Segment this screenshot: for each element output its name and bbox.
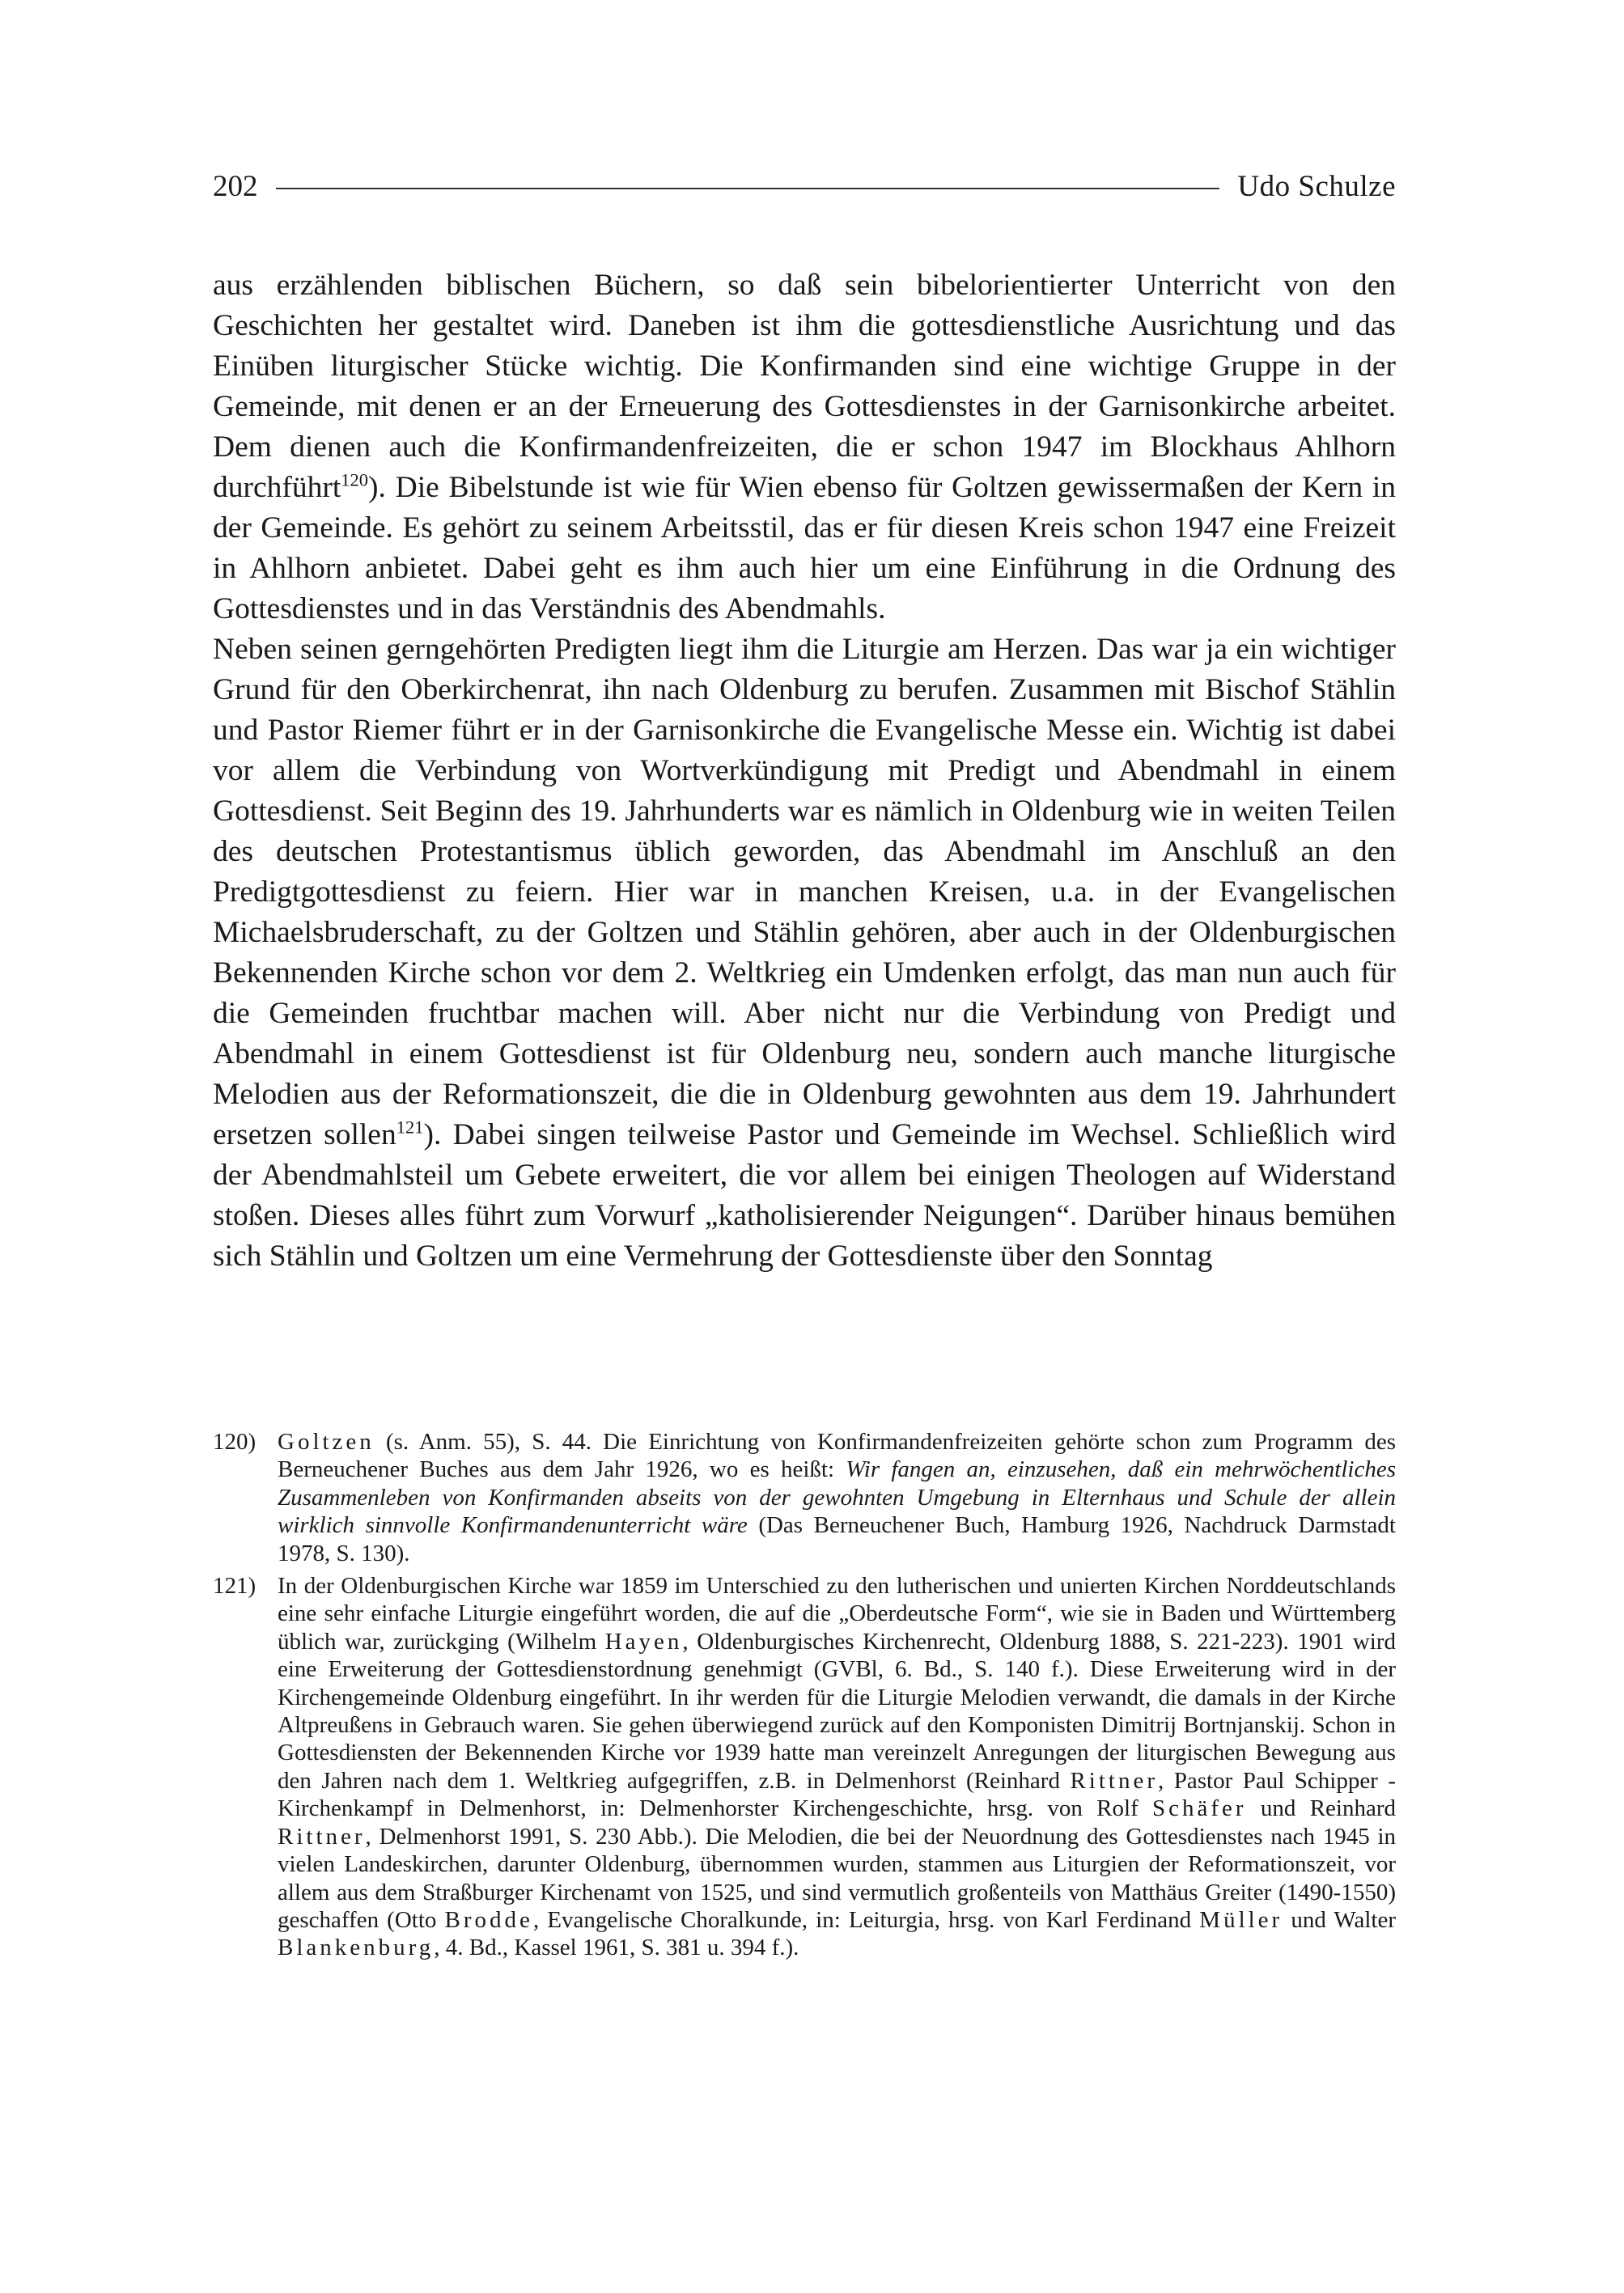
author-name: Brodde xyxy=(444,1906,533,1933)
footnote-120 xyxy=(213,1428,1396,1567)
paragraph-2-text-a: Neben seinen gerngehörten Predigten liegt ihm die Liturgie am Herzen. Das war ja ein wichtiger Grund für den Oberkirchenrat, ihn nach Oldenburg zu berufen. Zusammen mit Bischof Stählin und Pastor Riemer führt er in der Garnisonkirche die Evangelische Messe ein. Wichtig ist dabei vor allem die Verbindung von Wortverkündigung mit Predigt und Abendmahl in einem Gottesdienst. Seit Beginn des 19. Jahrhunderts war es nämlich in Oldenburg wie in weiten Teilen des deutschen Protestantismus üblich geworden, das Abendmahl im Anschluß an den Predigtgottesdienst zu feiern. Hier war in manchen Kreisen, u.a. in der Evangelischen Michaelsbruderschaft, zu der Goltzen und Stählin gehören, aber auch in der Oldenburgischen Bekennenden Kirche schon vor dem 2. Weltkrieg ein Umdenken erfolgt, das man nun auch für die Gemeinden fruchtbar machen will. Aber nicht nur die Verbindung von Predigt und Abendmahl in einem Gottesdienst ist für Oldenburg neu, sondern auch manche liturgische Melodien aus der Reformationszeit, die die in Oldenburg gewohnten aus dem 19. Jahrhundert ersetzen sollen xyxy=(213,633,1396,1151)
author-name: Schäfer xyxy=(1152,1795,1247,1822)
footnote-text: , Pastor Paul Schipper - Kirchenkampf in Delmenhorst, in: Delmenhorster Kirchengeschichte, hrsg. von Rolf xyxy=(278,1767,1396,1822)
footnote-text: , Oldenburgisches Kirchenrecht, Oldenburg 1888, S. 221-223). 1901 wird eine Erweiterung der Gottesdienstordnung genehmigt (GVBl, 6. Bd., S. 140 f.). Diese Erweiterung wird in der Kirchengemeinde Oldenburg eingeführt. In ihr werden für die Liturgie Melodien verwandt, die damals in der Kirche Altpreußens in Gebrauch waren. Sie gehen überwiegend zurück auf den Komponisten Dimitrij Bortnjanskij. Schon in Gottesdiensten der Bekennenden Kirche vor 1939 hatte man vereinzelt Anregungen der liturgischen Bewegung aus den Jahren nach dem 1. Weltkrieg aufgegriffen, z.B. in Delmenhorst (Reinhard xyxy=(278,1628,1396,1794)
header-rule xyxy=(276,188,1220,189)
footnote-number: 121) xyxy=(213,1573,257,1600)
paragraph-1 xyxy=(213,265,1396,629)
author-name: Müller xyxy=(1199,1906,1283,1933)
footnote-text: und Walter xyxy=(1283,1906,1396,1933)
paragraph-2 xyxy=(213,629,1396,1277)
paragraph-1-text-b: ). Die Bibelstunde ist wie für Wien ebenso für Goltzen gewissermaßen der Kern in der Gemeinde. Es gehört zu seinem Arbeitsstil, das er für diesen Kreis schon 1947 eine Freizeit in Ahlhorn anbietet. Dabei geht es ihm auch hier um eine Einführung in die Ordnung des Gottesdienstes und in das Verständnis des Abendmahls. xyxy=(213,471,1396,625)
footnote-ref-120[interactable]: 120 xyxy=(341,469,369,490)
author-name: Hayen xyxy=(604,1628,683,1655)
author-name: Rittner xyxy=(278,1823,366,1850)
page-number: 202 xyxy=(213,169,258,203)
running-header xyxy=(213,163,1396,209)
footnotes xyxy=(213,1428,1396,1967)
footnote-text: In der Oldenburgischen Kirche war 1859 im Unterschied zu den lutherischen und unierten Kirchen Norddeutschlands eine sehr einfache Liturgie eingeführt worden, die auf die „Oberdeutsche Form“, wie sie in Baden und Württemberg üblich war, zurückging (Wilhelm xyxy=(278,1573,1396,1655)
footnote-text: , Evangelische Choralkunde, in: Leiturgia, hrsg. von Karl Ferdinand xyxy=(532,1906,1200,1933)
footnote-121 xyxy=(213,1572,1396,1962)
footnote-text: , Delmenhorst 1991, S. 230 Abb.). Die Melodien, die bei der Neuordnung des Gottesdienstes nach 1945 in vielen Landeskirchen, darunter Oldenburg, übernommen wurden, stammen aus Liturgien der Reformationszeit, vor allem aus dem Straßburger Kirchenamt von 1525, und sind vermutlich großenteils von Matthäus Greiter (1490-1550) geschaffen (Otto xyxy=(278,1823,1396,1933)
footnote-text: und Reinhard xyxy=(1246,1795,1396,1822)
footnote-number: 120) xyxy=(213,1429,257,1455)
running-head-author: Udo Schulze xyxy=(1237,169,1396,203)
author-name: Blankenburg xyxy=(278,1935,435,1961)
author-name: Rittner xyxy=(1070,1767,1158,1794)
footnote-text: , 4. Bd., Kassel 1961, S. 381 u. 394 f.). xyxy=(434,1935,799,1961)
footnote-quote: Wir fangen an, einzusehen, daß ein mehrwöchentliches Zusammenleben von Konfirmanden abseits von der gewohnten Umgebung in Elternhaus und Schule der allein wirklich sinnvolle Konfirmandenunterricht wäre xyxy=(278,1456,1396,1539)
paragraph-1-text-a: aus erzählenden biblischen Büchern, so daß sein bibelorientierter Unterricht von den Geschichten her gestaltet wird. Daneben ist ihm die gottesdienstliche Ausrichtung und das Einüben liturgischer Stücke wichtig. Die Konfirmanden sind eine wichtige Gruppe in der Gemeinde, mit denen er an der Erneuerung des Gottesdienstes in der Garnisonkirche arbeitet. Dem dienen auch die Konfirmandenfreizeiten, die er schon 1947 im Blockhaus Ahlhorn durchführt xyxy=(213,269,1396,504)
footnote-ref-121[interactable]: 121 xyxy=(396,1117,424,1138)
paragraph-2-text-b: ). Dabei singen teilweise Pastor und Gemeinde im Wechsel. Schließlich wird der Abendmahlsteil um Gebete erweitert, die vor allem bei einigen Theologen auf Widerstand stoßen. Dieses alles führt zum Vorwurf „katholisierender Neigungen“. Darüber hinaus bemühen sich Stählin und Goltzen um eine Vermehrung der Gottesdienste über den Sonntag xyxy=(213,1118,1397,1273)
footnote-text: (Das Berneuchener Buch, Hamburg 1926, Nachdruck Darmstadt 1978, S. 130). xyxy=(278,1512,1396,1566)
author-name: Goltzen xyxy=(278,1429,375,1455)
main-text xyxy=(213,265,1396,1277)
footnote-text: (s. Anm. 55), S. 44. Die Einrichtung von Konfirmandenfreizeiten gehörte schon zum Programm des Berneuchener Buches aus dem Jahr 1926, wo es heißt: xyxy=(278,1429,1396,1483)
